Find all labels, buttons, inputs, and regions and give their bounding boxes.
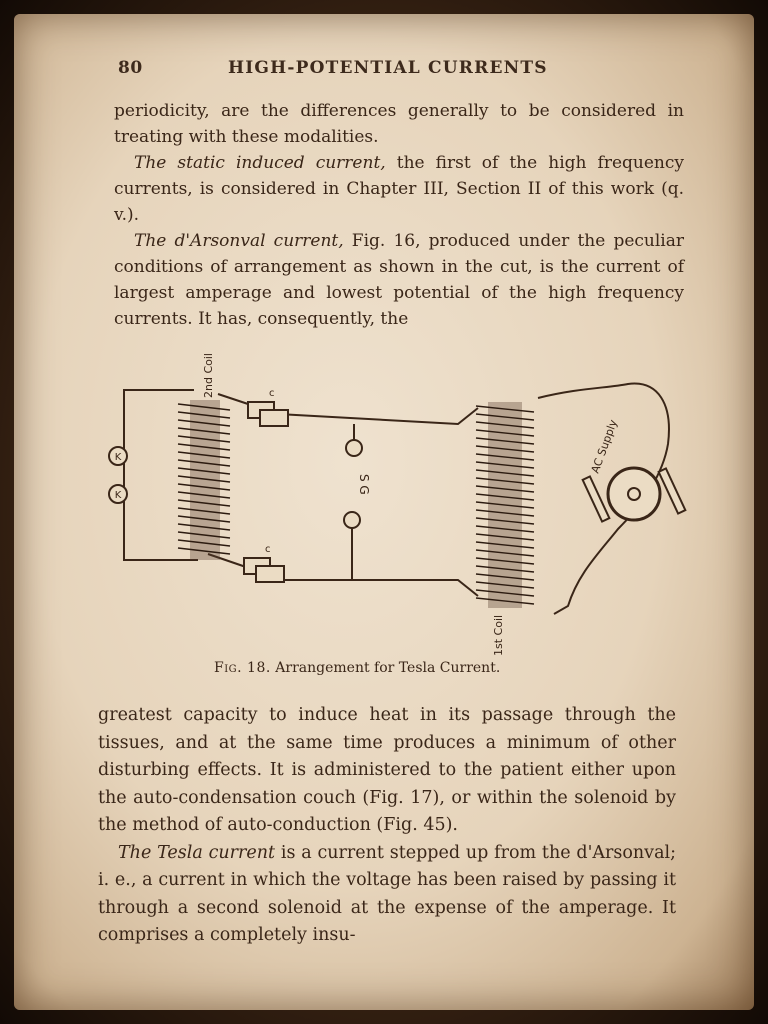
- static-induced-body: the first of the high frequency currents, is considered in Chapter III, Section II of this work (q. v.).: [114, 153, 684, 225]
- label-sg: S G: [357, 474, 371, 495]
- figure-title: Arrangement for Tesla Current.: [275, 660, 501, 676]
- top-text-block: [114, 98, 684, 332]
- running-title: HIGH-POTENTIAL CURRENTS: [228, 58, 548, 78]
- paragraph-greatest-capacity: greatest capacity to induce heat in its passage through the tissues, and at the same time produces a minimum of other disturbing effects. It is administered to the patient either upon the auto-condensation couch (Fig. 17), or within the solenoid by the method of auto-conduction (Fig. 45).: [98, 705, 676, 835]
- tesla-term: The Tesla current: [118, 842, 276, 863]
- ac-supply-generator: [583, 468, 686, 522]
- paragraph-tesla: [98, 840, 676, 950]
- capacitor-top: [248, 402, 288, 426]
- paragraph-darsonval: [114, 228, 684, 332]
- label-c-bottom: c: [265, 544, 271, 555]
- capacitor-bottom: [244, 558, 284, 582]
- label-c-top: c: [269, 388, 275, 399]
- tesla-circuit-diagram: [98, 344, 698, 664]
- tesla-body: is a current stepped up from the d'Arsonval; i. e., a current in which the voltage has been raised by passing it through a second solenoid at the expense of the amperage. It comprises a completely insu-: [98, 842, 676, 945]
- darsonval-term: The d'Arsonval current,: [134, 231, 344, 251]
- book-page: [14, 14, 754, 1010]
- page-number: 80: [118, 58, 143, 78]
- paragraph-static-induced: [114, 150, 684, 228]
- darsonval-body: Fig. 16, produced under the peculiar conditions of arrangement as shown in the cut, is the current of largest amperage and lowest potential of the high frequency currents. It has, consequently, the: [114, 231, 684, 329]
- svg-text:K: K: [114, 490, 122, 501]
- figure-number: Fig. 18.: [214, 660, 271, 676]
- figure-caption: [214, 660, 614, 676]
- page-header: [118, 58, 678, 84]
- label-1st-coil: 1st Coil: [492, 614, 505, 656]
- paragraph-periodicity: periodicity, are the differences generally to be considered in treating with these modalities.: [114, 101, 684, 147]
- label-2nd-coil: 2nd Coil: [202, 353, 215, 398]
- meter-k-1: [109, 447, 127, 465]
- static-induced-term: The static induced current,: [134, 153, 386, 173]
- bottom-text-block: [98, 702, 676, 950]
- svg-text:K: K: [114, 452, 122, 463]
- secondary-coil-left: [178, 400, 230, 560]
- primary-coil-right: [476, 402, 534, 608]
- label-ac-supply: AC Supply: [588, 417, 620, 476]
- left-circuit-wire: [124, 390, 198, 560]
- meter-k-2: [109, 485, 127, 503]
